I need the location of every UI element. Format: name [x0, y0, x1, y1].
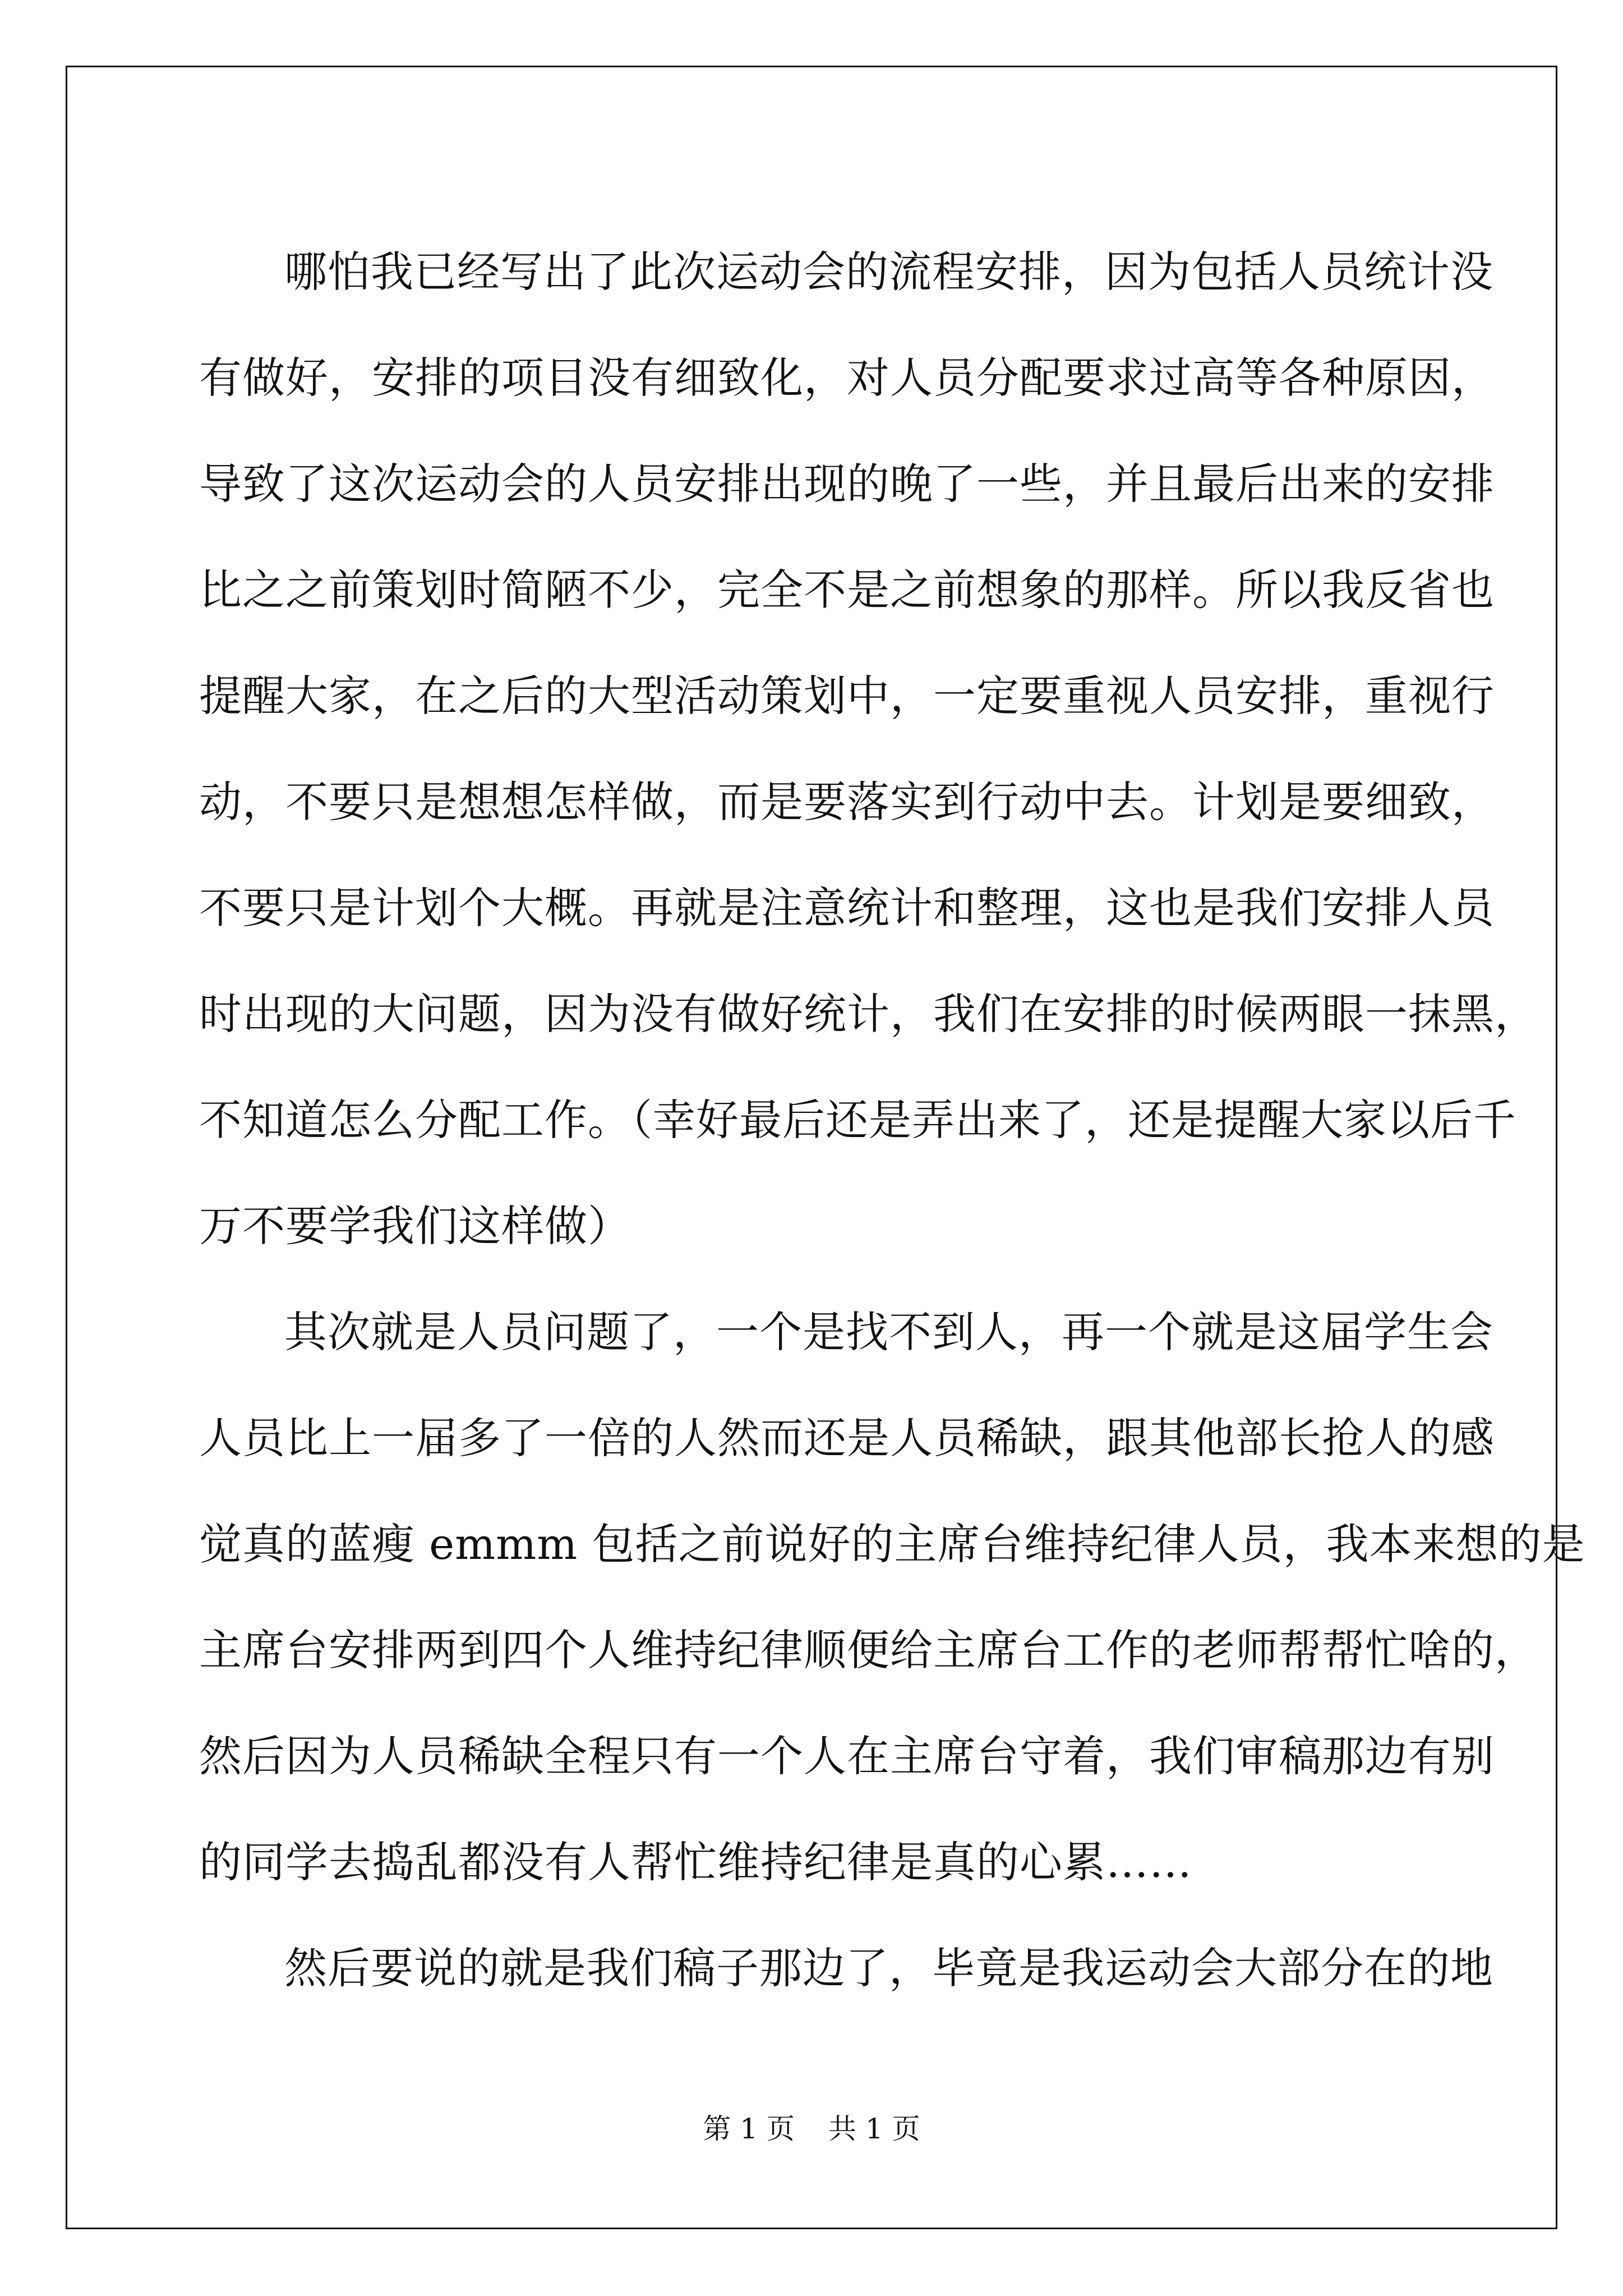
text-line: 的同学去捣乱都没有人帮忙维持纪律是真的心累…… [199, 1837, 1192, 1887]
text-line: 导致了这次运动会的人员安排出现的晚了一些，并且最后出来的安排 [199, 459, 1495, 509]
text-line: 不知道怎么分配工作。（幸好最后还是弄出来了，还是提醒大家以后千 [199, 1095, 1516, 1145]
text-line: 哪怕我已经写出了此次运动会的流程安排，因为包括人员统计没 [284, 247, 1493, 297]
text-line: 不要只是计划个大概。再就是注意统计和整理，这也是我们安排人员 [199, 883, 1495, 933]
page-footer [0, 2106, 1623, 2147]
text-line: 觉真的蓝瘦 emmm 包括之前说好的主席台维持纪律人员，我本来想的是 [199, 1519, 1585, 1569]
text-line: 人员比上一届多了一倍的人然而还是人员稀缺，跟其他部长抢人的感 [199, 1413, 1495, 1463]
text-line: 有做好，安排的项目没有细致化，对人员分配要求过高等各种原因， [199, 353, 1495, 403]
text-line: 然后要说的就是我们稿子那边了，毕竟是我运动会大部分在的地 [284, 1943, 1493, 1993]
text-line: 时出现的大问题，因为没有做好统计，我们在安排的时候两眼一抹黑， [199, 989, 1538, 1039]
page-total: 共 1 页 [828, 2113, 920, 2145]
text-line: 其次就是人员问题了，一个是找不到人，再一个就是这届学生会 [284, 1307, 1493, 1357]
page-number: 第 1 页 [703, 2113, 795, 2145]
text-line: 主席台安排两到四个人维持纪律顺便给主席台工作的老师帮帮忙啥的， [199, 1625, 1538, 1675]
text-line: 然后因为人员稀缺全程只有一个人在主席台守着，我们审稿那边有别 [199, 1731, 1495, 1781]
text-line: 动，不要只是想想怎样做，而是要落实到行动中去。计划是要细致， [199, 777, 1495, 827]
text-line: 提醒大家，在之后的大型活动策划中，一定要重视人员安排，重视行 [199, 671, 1495, 721]
text-line: 比之之前策划时简陋不少，完全不是之前想象的那样。所以我反省也 [199, 565, 1495, 615]
text-line: 万不要学我们这样做） [199, 1201, 631, 1251]
document-body [199, 219, 1585, 2021]
